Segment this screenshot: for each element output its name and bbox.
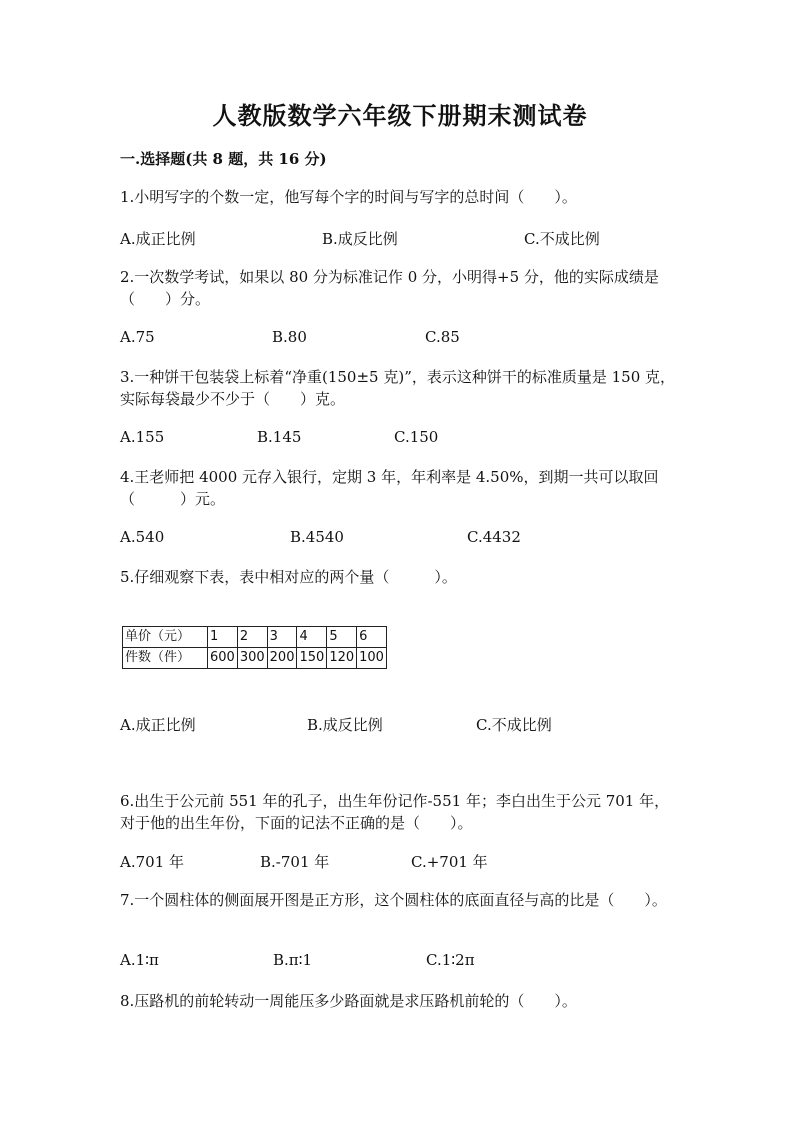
q3-option-c[interactable]: C.150 (394, 428, 439, 446)
q3-option-b[interactable]: B.145 (257, 428, 302, 446)
q5-option-a[interactable]: A.成正比例 (120, 716, 196, 734)
q2-option-b[interactable]: B.80 (272, 328, 307, 346)
table-row (123, 648, 387, 669)
question-5: 5.仔细观察下表，表中相对应的两个量（ ）。 (120, 568, 457, 586)
q1-option-b[interactable]: B.成反比例 (322, 230, 398, 248)
q6-option-c[interactable]: C.+701 年 (411, 853, 488, 871)
question-6: 6.出生于公元前 551 年的孔子，出生年份记作-551 年；李白出生于公元 701 年，对于他的出生年份，下面的记法不正确的是（ ）。 (120, 792, 670, 832)
q2-option-a[interactable]: A.75 (120, 328, 155, 346)
page-title: 人教版数学六年级下册期末测试卷 (212, 101, 588, 130)
table-cell: 2 (237, 627, 267, 648)
q1-option-a[interactable]: A.成正比例 (120, 230, 196, 248)
table-cell: 1 (208, 627, 238, 648)
table-row-label: 单价（元） (123, 627, 208, 648)
q7-option-b[interactable]: B.π∶1 (273, 951, 313, 969)
q2-option-c[interactable]: C.85 (425, 328, 460, 346)
table-cell: 6 (357, 627, 387, 648)
q4-option-c[interactable]: C.4432 (467, 528, 521, 546)
q6-option-b[interactable]: B.-701 年 (260, 853, 330, 871)
table-cell: 200 (267, 648, 297, 669)
q3-option-a[interactable]: A.155 (120, 428, 165, 446)
q7-option-c[interactable]: C.1∶2π (426, 951, 475, 969)
q5-option-c[interactable]: C.不成比例 (476, 716, 552, 734)
q4-option-a[interactable]: A.540 (120, 528, 165, 546)
table-cell: 600 (208, 648, 238, 669)
question-4: 4.王老师把 4000 元存入银行，定期 3 年，年利率是 4.50%，到期一共可以取回（ ）元。 (120, 468, 659, 508)
q1-option-c[interactable]: C.不成比例 (524, 230, 600, 248)
table-cell: 150 (297, 648, 327, 669)
table-cell: 3 (267, 627, 297, 648)
table-cell: 300 (237, 648, 267, 669)
table-row (123, 627, 387, 648)
question-7: 7.一个圆柱体的侧面展开图是正方形，这个圆柱体的底面直径与高的比是（ ）。 (120, 891, 667, 909)
q6-option-a[interactable]: A.701 年 (120, 853, 184, 871)
q7-option-a[interactable]: A.1∶π (120, 951, 159, 969)
table-row-label: 件数（件） (123, 648, 208, 669)
question-1: 1.小明写字的个数一定，他写每个字的时间与写字的总时间（ ）。 (120, 188, 577, 206)
table-cell: 4 (297, 627, 327, 648)
question-3: 3.一种饼干包装袋上标着“净重(150±5 克)”，表示这种饼干的标准质量是 150 克，实际每袋最少不少于（ ）克。 (120, 368, 676, 408)
section-heading: 一.选择题(共 8 题，共 16 分) (120, 150, 327, 168)
table-cell: 120 (327, 648, 357, 669)
table-cell: 100 (357, 648, 387, 669)
q4-option-b[interactable]: B.4540 (290, 528, 344, 546)
question-8: 8.压路机的前轮转动一周能压多少路面就是求压路机前轮的（ ）。 (120, 992, 577, 1010)
q5-option-b[interactable]: B.成反比例 (307, 716, 383, 734)
price-quantity-table (122, 626, 387, 669)
table-cell: 5 (327, 627, 357, 648)
question-2: 2.一次数学考试，如果以 80 分为标准记作 0 分，小明得+5 分，他的实际成绩是（ ）分。 (120, 268, 659, 308)
